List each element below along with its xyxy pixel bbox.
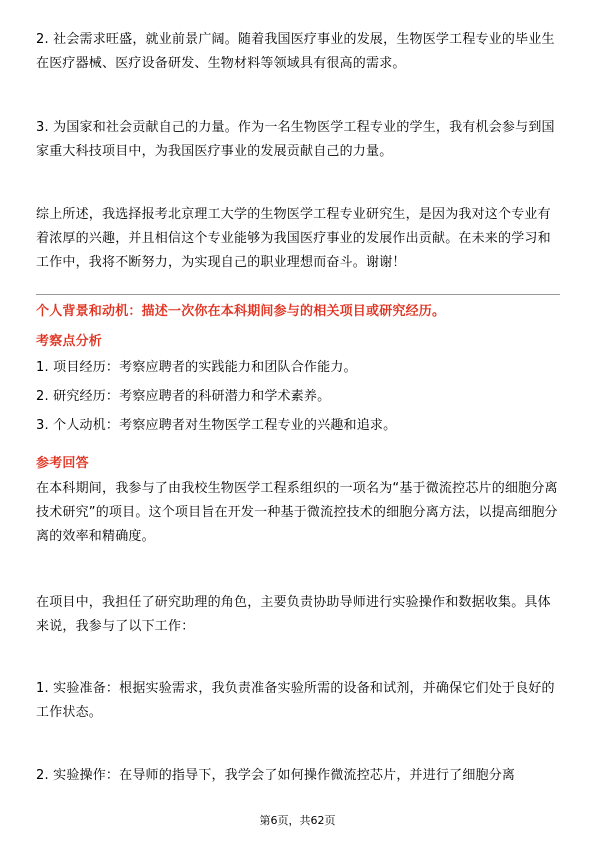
paragraph-contribution: 3. 为国家和社会贡献自己的力量。作为一名生物医学工程专业的学生，我有机会参与到国家重大科技项目中，为我国医疗事业的发展贡献自己的力量。 [36,120,555,159]
answer-heading: 参考回答 [36,456,89,471]
answer-paragraph: 在本科期间，我参与了由我校生物医学工程系组织的一项名为“基于微流控芯片的细胞分离技术研究”的项目。这个项目旨在开发一种基于微流控技术的细胞分离方法，以提高细胞分离的效率和精确度。 [36,481,558,544]
analysis-heading: 考察点分析 [36,334,103,349]
answer-paragraph: 2. 实验操作：在导师的指导下，我学会了如何操作微流控芯片，并进行了细胞分离 [36,768,516,783]
question-title: 个人背景和动机：描述一次你在本科期间参与的相关项目或研究经历。 [36,304,446,319]
answer-paragraph: 在项目中，我担任了研究助理的角色，主要负责协助导师进行实验操作和数据收集。具体来说，我参与了以下工作： [36,595,551,634]
section-divider [36,294,560,295]
paragraph-conclusion: 综上所述，我选择报考北京理工大学的生物医学工程专业研究生，是因为我对这个专业有着浓厚的兴趣，并且相信这个专业能够为我国医疗事业的发展作出贡献。在未来的学习和工作中，我将不断努力，为实现自己的职业理想而奋斗。谢谢！ [36,207,551,270]
analysis-item: 3. 个人动机：考察应聘者对生物医学工程专业的兴趣和追求。 [36,418,397,433]
page-number: 第6页，共62页 [259,814,336,827]
paragraph-social-demand: 2. 社会需求旺盛，就业前景广阔。随着我国医疗事业的发展，生物医学工程专业的毕业生在医疗器械、医疗设备研发、生物材料等领域具有很高的需求。 [36,32,555,71]
answer-paragraph: 1. 实验准备：根据实验需求，我负责准备实验所需的设备和试剂，并确保它们处于良好的工作状态。 [36,681,555,720]
analysis-item: 2. 研究经历：考察应聘者的科研潜力和学术素养。 [36,389,331,404]
analysis-item: 1. 项目经历：考察应聘者的实践能力和团队合作能力。 [36,360,357,375]
